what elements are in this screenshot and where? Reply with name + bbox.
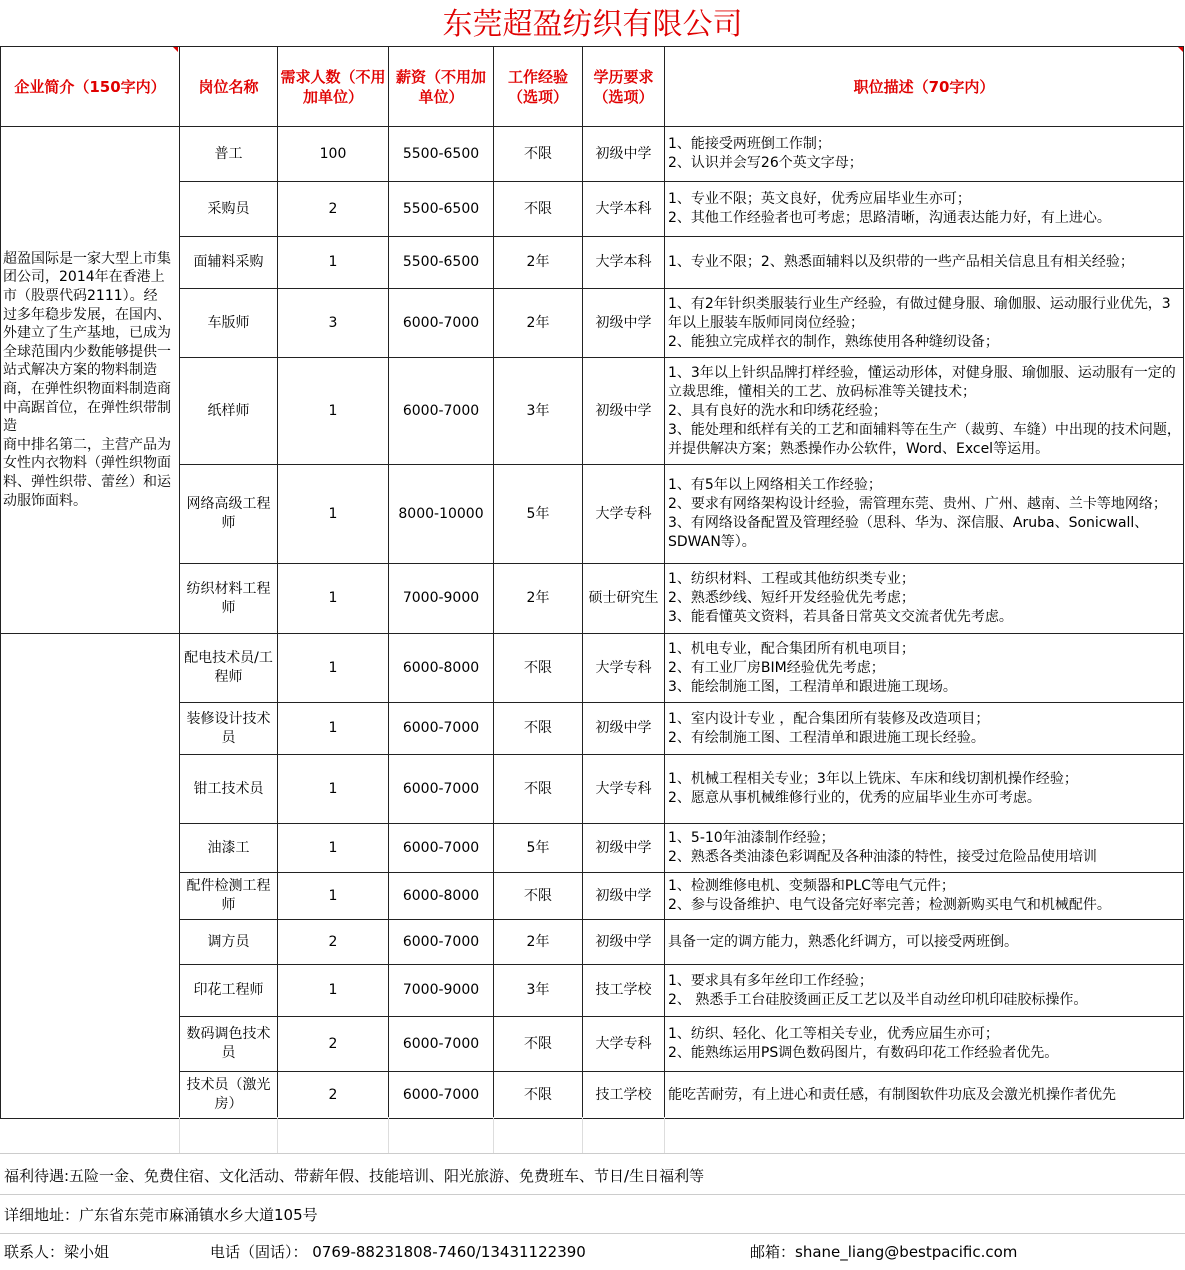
experience: 不限 <box>494 873 583 920</box>
blank-row-divider <box>664 1117 665 1153</box>
education: 技工学校 <box>583 965 665 1017</box>
footer-divider <box>0 1233 1185 1234</box>
headcount: 1 <box>278 873 389 920</box>
salary: 6000-7000 <box>389 358 494 465</box>
experience: 5年 <box>494 465 583 564</box>
comment-marker <box>1178 47 1183 52</box>
position-name: 钳工技术员 <box>180 755 278 824</box>
headcount: 1 <box>278 755 389 824</box>
experience: 不限 <box>494 182 583 237</box>
experience: 2年 <box>494 289 583 358</box>
education: 初级中学 <box>583 873 665 920</box>
salary: 5500-6500 <box>389 237 494 289</box>
experience: 不限 <box>494 703 583 755</box>
headcount: 3 <box>278 289 389 358</box>
headcount: 2 <box>278 1072 389 1119</box>
contact-text: 联系人：梁小姐 <box>4 1243 110 1261</box>
headcount: 1 <box>278 965 389 1017</box>
position-name: 车版师 <box>180 289 278 358</box>
headcount: 2 <box>278 182 389 237</box>
job-description: 1、检测维修电机、变频器和PLC等电气元件； 2、参与设备维护、电气设备完好率完善；检测新购买电气和机械配件。 <box>665 873 1184 920</box>
experience: 2年 <box>494 237 583 289</box>
experience: 不限 <box>494 755 583 824</box>
salary: 7000-9000 <box>389 965 494 1017</box>
header-description: 职位描述（70字内） <box>665 47 1184 127</box>
education: 初级中学 <box>583 703 665 755</box>
blank-row-divider <box>493 1117 494 1153</box>
job-description: 1、纺织材料、工程或其他纺织类专业； 2、熟悉纱线、短纤开发经验优先考虑； 3、能看懂英文资料，若具备日常英文交流者优先考虑。 <box>665 564 1184 634</box>
salary: 5500-6500 <box>389 182 494 237</box>
headcount: 1 <box>278 237 389 289</box>
position-name: 装修设计技术员 <box>180 703 278 755</box>
headcount: 2 <box>278 920 389 965</box>
experience: 2年 <box>494 920 583 965</box>
education: 硕士研究生 <box>583 564 665 634</box>
job-description: 1、3年以上针织品牌打样经验，懂运动形体，对健身服、瑜伽服、运动服有一定的立裁思维，懂相关的工艺、放码标准等关键技术； 2、具有良好的洗水和印绣花经验； 3、能处理和纸样有关的工艺和面辅料等在生产（裁剪、车缝）中出现的技术问题，并提供解决方案；熟悉操作办公软件，Word、Excel等运用。 <box>665 358 1184 465</box>
salary: 7000-9000 <box>389 564 494 634</box>
table-row <box>1 127 1184 182</box>
benefits-text: 福利待遇:五险一金、免费住宿、文化活动、带薪年假、技能培训、阳光旅游、免费班车、节日/生日福利等 <box>4 1167 705 1185</box>
education: 初级中学 <box>583 289 665 358</box>
headcount: 100 <box>278 127 389 182</box>
header-intro: 企业简介（150字内） <box>1 47 180 127</box>
salary: 6000-8000 <box>389 634 494 703</box>
job-description: 1、能接受两班倒工作制； 2、认识并会写26个英文字母； <box>665 127 1184 182</box>
table-row <box>1 634 1184 703</box>
experience: 不限 <box>494 634 583 703</box>
education: 初级中学 <box>583 127 665 182</box>
position-name: 油漆工 <box>180 824 278 873</box>
experience: 不限 <box>494 127 583 182</box>
experience: 3年 <box>494 965 583 1017</box>
address-text: 详细地址：广东省东莞市麻涌镇水乡大道105号 <box>4 1206 318 1224</box>
position-name: 纺织材料工程师 <box>180 564 278 634</box>
position-name: 调方员 <box>180 920 278 965</box>
experience: 不限 <box>494 1017 583 1072</box>
position-name: 印花工程师 <box>180 965 278 1017</box>
education: 初级中学 <box>583 824 665 873</box>
headcount: 1 <box>278 358 389 465</box>
job-table <box>0 46 1184 1119</box>
header-experience: 工作经验（选项） <box>494 47 583 127</box>
company-intro <box>1 127 180 634</box>
position-name: 配件检测工程师 <box>180 873 278 920</box>
phone-text: 电话（固话）： 0769-88231808-7460/13431122390 <box>210 1243 586 1261</box>
education: 大学本科 <box>583 182 665 237</box>
position-name: 纸样师 <box>180 358 278 465</box>
salary: 6000-7000 <box>389 920 494 965</box>
salary: 6000-8000 <box>389 873 494 920</box>
position-name: 配电技术员/工程师 <box>180 634 278 703</box>
job-description: 1、纺织、轻化、化工等相关专业，优秀应届生亦可； 2、能熟练运用PS调色数码图片，有数码印花工作经验者优先。 <box>665 1017 1184 1072</box>
job-description: 1、有2年针织类服装行业生产经验，有做过健身服、瑜伽服、运动服行业优先，3年以上服装车版师同岗位经验； 2、能独立完成样衣的制作，熟练使用各种缝纫设备； <box>665 289 1184 358</box>
header-position: 岗位名称 <box>180 47 278 127</box>
job-description: 1、室内设计专业 ，配合集团所有装修及改造项目； 2、有绘制施工图、工程清单和跟进施工现长经验。 <box>665 703 1184 755</box>
education: 大学专科 <box>583 465 665 564</box>
education: 大学专科 <box>583 1017 665 1072</box>
position-name: 面辅料采购 <box>180 237 278 289</box>
experience: 不限 <box>494 1072 583 1119</box>
education: 大学专科 <box>583 755 665 824</box>
salary: 6000-7000 <box>389 824 494 873</box>
salary: 6000-7000 <box>389 755 494 824</box>
position-name: 技术员（激光房） <box>180 1072 278 1119</box>
page-title: 东莞超盈纺织有限公司 <box>442 7 743 42</box>
company-intro-empty <box>1 634 180 1119</box>
company-intro-text: 超盈国际是一家大型上市集团公司，2014年在香港上市（股票代码2111）。经 过多年稳步发展，在国内、外建立了生产基地，已成为全球范围内少数能够提供一 站式解决方案的物料制造商，在弹性织物面料制造商中高踞首位，在弹性织带制造 商中排名第二，主营产品为女性内衣物料（弹性织物面料、弹性织带、蕾丝）和运 动服饰面料。 <box>3 250 171 509</box>
experience: 3年 <box>494 358 583 465</box>
job-description: 1、5-10年油漆制作经验； 2、熟悉各类油漆色彩调配及各种油漆的特性，接受过危险品使用培训 <box>665 824 1184 873</box>
education: 初级中学 <box>583 358 665 465</box>
education: 大学本科 <box>583 237 665 289</box>
footer-divider <box>0 1194 1185 1195</box>
salary: 8000-10000 <box>389 465 494 564</box>
experience: 2年 <box>494 564 583 634</box>
header-salary: 薪资（不用加单位） <box>389 47 494 127</box>
job-description: 1、有5年以上网络相关工作经验； 2、要求有网络架构设计经验，需管理东莞、贵州、广州、越南、兰卡等地网络； 3、有网络设备配置及管理经验（思科、华为、深信服、Aruba、Sonicwall、SDWAN等）。 <box>665 465 1184 564</box>
email-text: 邮箱：shane_liang@bestpacific.com <box>750 1243 1018 1261</box>
blank-row-divider <box>179 1117 180 1153</box>
blank-row-divider <box>277 1117 278 1153</box>
job-description: 具备一定的调方能力，熟悉化纤调方，可以接受两班倒。 <box>665 920 1184 965</box>
salary: 6000-7000 <box>389 1017 494 1072</box>
position-name: 数码调色技术员 <box>180 1017 278 1072</box>
header-count: 需求人数（不用加单位） <box>278 47 389 127</box>
job-description: 1、专业不限；英文良好，优秀应届毕业生亦可； 2、其他工作经验者也可考虑；思路清晰，沟通表达能力好，有上进心。 <box>665 182 1184 237</box>
education: 大学专科 <box>583 634 665 703</box>
education: 技工学校 <box>583 1072 665 1119</box>
job-description: 1、专业不限；2、熟悉面辅料以及织带的一些产品相关信息且有相关经验； <box>665 237 1184 289</box>
headcount: 1 <box>278 824 389 873</box>
salary: 6000-7000 <box>389 289 494 358</box>
headcount: 1 <box>278 564 389 634</box>
salary: 5500-6500 <box>389 127 494 182</box>
blank-row-divider <box>582 1117 583 1153</box>
header-row <box>1 47 1184 127</box>
footer-divider <box>0 1153 1185 1154</box>
position-name: 网络高级工程师 <box>180 465 278 564</box>
salary: 6000-7000 <box>389 703 494 755</box>
job-description: 1、要求具有多年丝印工作经验； 2、 熟悉手工台硅胶烫画正反工艺以及半自动丝印机印硅胶标操作。 <box>665 965 1184 1017</box>
comment-marker <box>173 47 178 52</box>
experience: 5年 <box>494 824 583 873</box>
job-description: 1、机械工程相关专业；3年以上铣床、车床和线切割机操作经验； 2、愿意从事机械维修行业的，优秀的应届毕业生亦可考虑。 <box>665 755 1184 824</box>
blank-row-divider <box>388 1117 389 1153</box>
headcount: 1 <box>278 703 389 755</box>
job-description: 1、机电专业，配合集团所有机电项目； 2、有工业厂房BIM经验优先考虑； 3、能绘制施工图，工程清单和跟进施工现场。 <box>665 634 1184 703</box>
job-description: 能吃苦耐劳，有上进心和责任感，有制图软件功底及会激光机操作者优先 <box>665 1072 1184 1119</box>
position-name: 采购员 <box>180 182 278 237</box>
salary: 6000-7000 <box>389 1072 494 1119</box>
education: 初级中学 <box>583 920 665 965</box>
position-name: 普工 <box>180 127 278 182</box>
header-education: 学历要求（选项） <box>583 47 665 127</box>
headcount: 1 <box>278 465 389 564</box>
headcount: 2 <box>278 1017 389 1072</box>
headcount: 1 <box>278 634 389 703</box>
